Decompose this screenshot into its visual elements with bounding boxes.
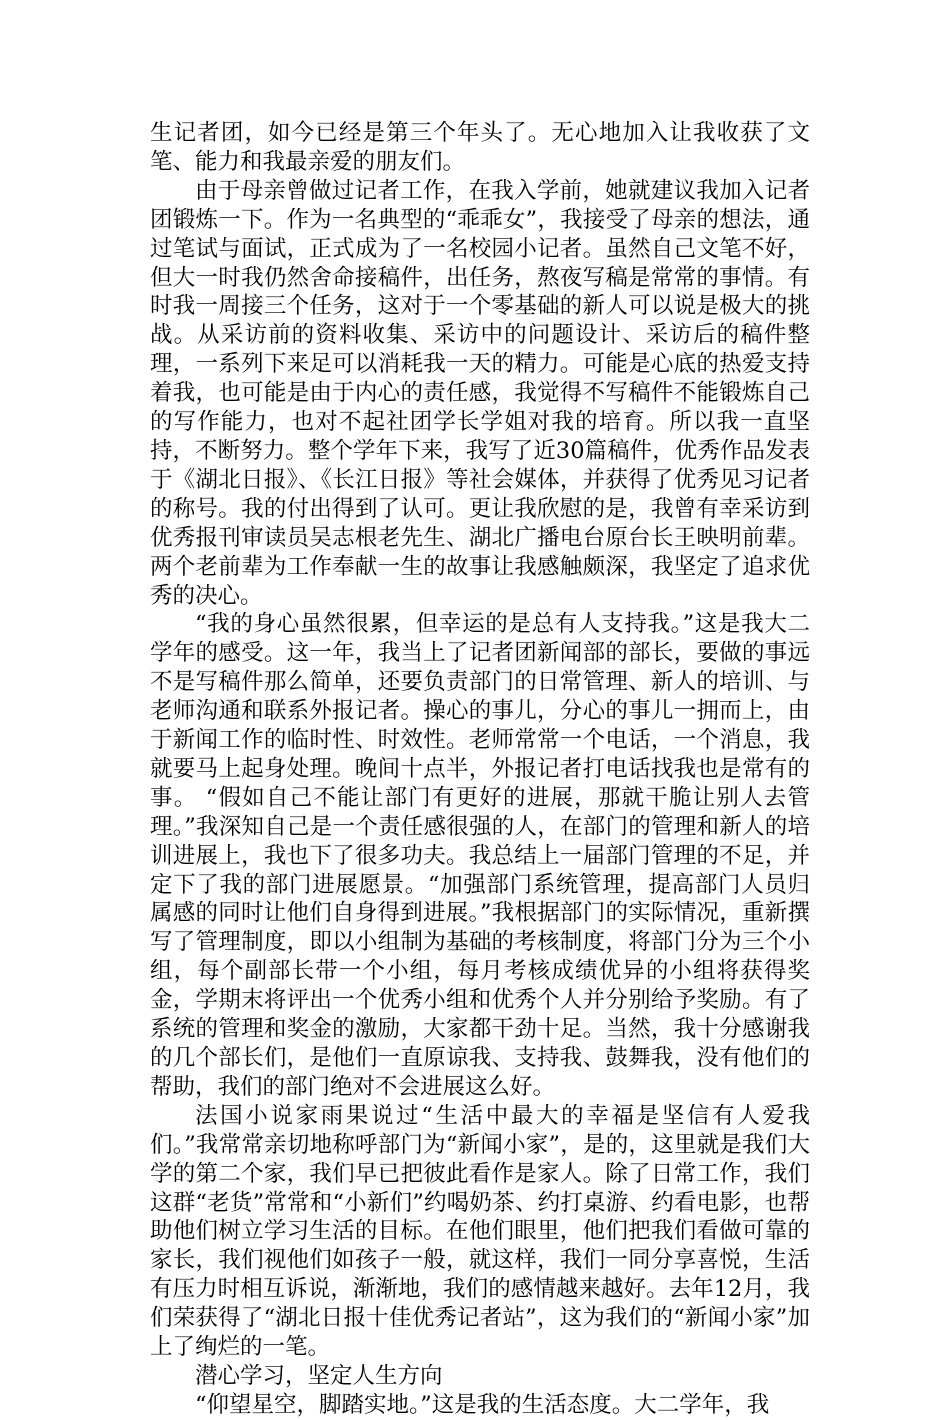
document-body [150, 119, 810, 1420]
paragraph-3: “我的身心虽然很累，但幸运的是总有人支持我。”这是我大二学年的感受。这一年，我当上了记者团新闻部的部长，要做的事远不是写稿件那么简单，还要负责部门的日常管理、新人的培训、与老师沟通和联系外报记者。操心的事儿，分心的事儿一拥而上，由于新闻工作的临时性、时效性。老师常常一个电话，一个消息，我就要马上起身处理。晚间十点半，外报记者打电话找我也是常有的事。 “假如自己不能让部门有更好的进展，那就干脆让别人去管理。”我深知自己是一个责任感很强的人，在部门的管理和新人的培训进展上，我也下了很多功夫。我总结上一届部门管理的不足，并定下了我的部门进展愿景。“加强部门系统管理，提高部门人员归属感的同时让他们自身得到进展。”我根据部门的实际情况，重新撰写了管理制度，即以小组制为基础的考核制度，将部门分为三个小组，每个副部长带一个小组，每月考核成绩优异的小组将获得奖金，学期末将评出一个优秀小组和优秀个人并分别给予奖励。有了系统的管理和奖金的激励，大家都干劲十足。当然，我十分感谢我的几个部长们，是他们一直原谅我、支持我、鼓舞我，没有他们的帮助，我们的部门绝对不会进展这么好。 [150, 611, 810, 1100]
paragraph-5: “仰望星空，脚踏实地。”这是我的生活态度。大二学年，我 [195, 1391, 770, 1418]
section-heading: 潜心学习，坚定人生方向 [195, 1362, 443, 1389]
paragraph-1: 生记者团，如今已经是第三个年头了。无心地加入让我收获了文笔、能力和我最亲爱的朋友们。 [150, 120, 810, 175]
paragraph-2: 由于母亲曾做过记者工作，在我入学前，她就建议我加入记者团锻炼一下。作为一名典型的“乖乖女”，我接受了母亲的想法，通过笔试与面试，正式成为了一名校园小记者。虽然自己文笔不好，但大一时我仍然舍命接稿件，出任务，熬夜写稿是常常的事情。有时我一周接三个任务，这对于一个零基础的新人可以说是极大的挑战。从采访前的资料收集、采访中的问题设计、采访后的稿件整理，一系列下来足可以消耗我一天的精力。可能是心底的热爱支持着我，也可能是由于内心的责任感，我觉得不写稿件不能锻炼自己的写作能力，也对不起社团学长学姐对我的培育。所以我一直坚持，不断努力。整个学年下来，我写了近30篇稿件，优秀作品发表于《湖北日报》、《长江日报》等社会媒体，并获得了优秀见习记者的称号。我的付出得到了认可。更让我欣慰的是，我曾有幸采访到优秀报刊审读员吴志根老先生、湖北广播电台原台长王映明前辈。两个老前辈为工作奉献一生的故事让我感触颇深，我坚定了追求优秀的决心。 [150, 177, 810, 609]
paragraph-4: 法国小说家雨果说过“生活中最大的幸福是坚信有人爱我们。”我常常亲切地称呼部门为“新闻小家”，是的，这里就是我们大学的第二个家，我们早已把彼此看作是家人。除了日常工作，我们这群“老货”常常和“小新们”约喝奶茶、约打桌游、约看电影，也帮助他们树立学习生活的目标。在他们眼里，他们把我们看做可靠的家长，我们视他们如孩子一般，就这样，我们一同分享喜悦，生活有压力时相互诉说，渐渐地，我们的感情越来越好。去年12月，我们荣获得了“湖北日报十佳优秀记者站”，这为我们的“新闻小家”加上了绚烂的一笔。 [150, 1102, 810, 1361]
